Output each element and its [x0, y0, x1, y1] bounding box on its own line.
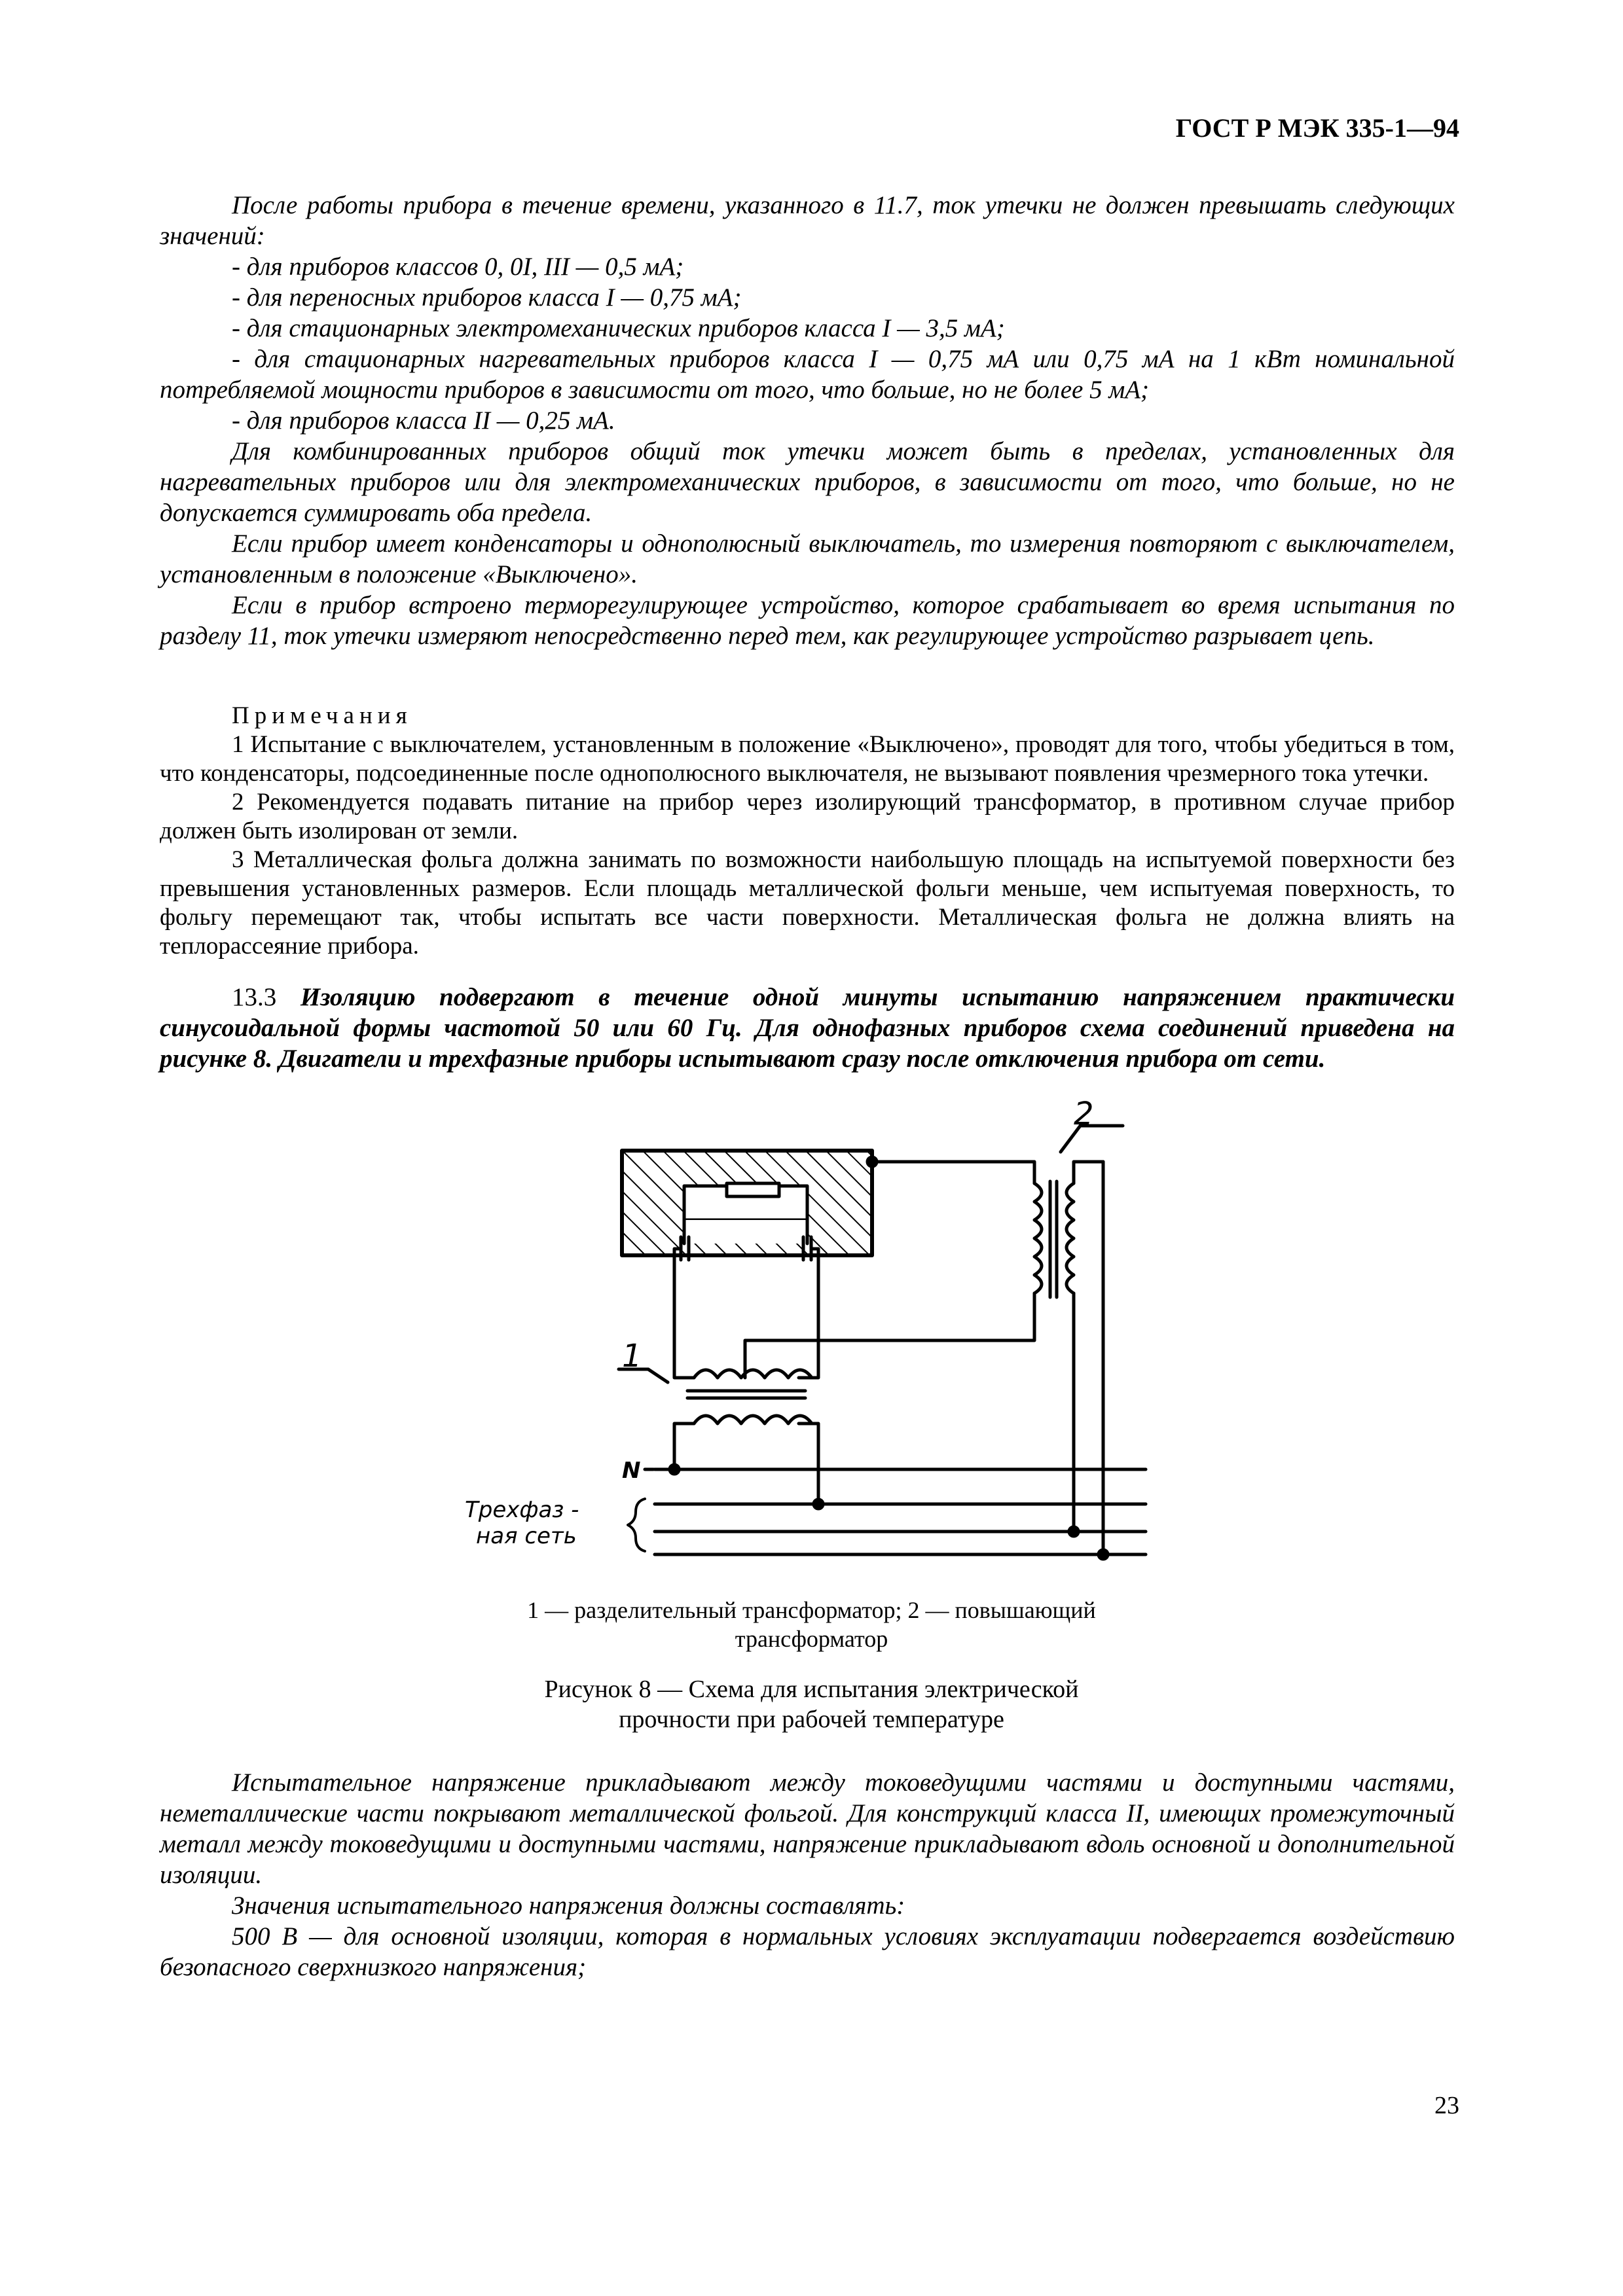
paragraph: Испытательное напряжение прикладывают между токоведущими частями и доступными частями, неметаллические части покрывают металлической фольгой. Для конструкций класса II, имеющих промежуточный металл между токоведущими и доступными частями, напряжение прикладывают вдоль основной и дополнительной изоляции. — [160, 1768, 1455, 1889]
figure-title — [0, 1674, 1623, 1734]
label-transformer-1: 1 — [622, 1338, 642, 1374]
list-item: - для стационарных нагревательных приборов класса I — 0,75 мА или 0,75 мА на 1 кВт номинальной потребляемой мощности приборов в зависимости от того, что больше, но не более 5 мА; — [160, 345, 1455, 404]
internal-conductor-frame — [684, 1220, 807, 1244]
paragraph: После работы прибора в течение времени, указанного в 11.7, ток утечки не должен превышать следующих значений: — [160, 191, 1455, 250]
paragraph: Значения испытательного напряжения должны составлять: — [232, 1892, 905, 1920]
document-header: ГОСТ Р МЭК 335-1—94 — [1175, 113, 1459, 143]
heating-element — [727, 1183, 779, 1196]
list-item: - для переносных приборов класса I — 0,75 мА; — [232, 283, 742, 312]
list-item: - для стационарных электромеханических приборов класса I — 3,5 мА; — [232, 314, 1005, 342]
test-voltage-section — [160, 1767, 1455, 1982]
figure-title-line: Рисунок 8 — Схема для испытания электрической — [544, 1676, 1079, 1703]
list-item: - для приборов классов 0, 0I, III — 0,5 мА; — [232, 253, 684, 281]
label-network-1: Трехфаз - — [465, 1497, 579, 1523]
paragraph: 500 В — для основной изоляции, которая в нормальных условиях эксплуатации подвергается воздействию безопасного сверхнизкого напряжения; — [160, 1922, 1455, 1981]
page-number: 23 — [1434, 2092, 1459, 2119]
label-neutral: N — [622, 1458, 641, 1484]
notes-heading: Примечания — [232, 702, 412, 729]
figure-legend-line: 1 — разделительный трансформатор; 2 — повышающий — [527, 1597, 1096, 1623]
note-item: 1 Испытание с выключателем, установленным в положение «Выключено», проводят для того, чтобы убедиться в том, что конденсаторы, подсоединенные после однополюсного выключателя, не вызывают появления чрезмерного тока утечки. — [160, 731, 1455, 787]
paragraph: Если в прибор встроено терморегулирующее устройство, которое срабатывает во время испытания по разделу 11, ток утечки измеряют непосредственно перед тем, как регулирующее устройство разрывает цепь. — [160, 591, 1455, 650]
section-number: 13.3 — [232, 983, 277, 1011]
section-text: Изоляцию подвергают в течение одной минуты испытанию напряжением практически синусоидальной формы частотой 50 или 60 Гц. Для однофазных приборов схема соединений приведена на рисунке 8. Двигатели и трехфазные приборы испытывают сразу после отключения прибора от сети. — [160, 983, 1455, 1073]
figure-title-line: прочности при рабочей температуре — [619, 1706, 1004, 1733]
paragraph: Для комбинированных приборов общий ток утечки может быть в пределах, установленных для нагревательных приборов или для электромеханических приборов, в зависимости от того, что больше, но не допускается суммировать оба предела. — [160, 437, 1455, 527]
label-transformer-2: 2 — [1074, 1096, 1094, 1132]
figure-legend — [0, 1596, 1623, 1653]
label-network-2: ная сеть — [476, 1523, 577, 1549]
note-item: 3 Металлическая фольга должна занимать по возможности наибольшую площадь на испытуемой поверхности без превышения установленных размеров. Если площадь металлической фольги меньше, чем испытуемая поверхность, то фольгу перемещают так, чтобы испытать все части поверхности. Металлическая фольга не должна влиять на теплорассеяние прибора. — [160, 846, 1455, 960]
list-item: - для приборов класса II — 0,25 мА. — [232, 406, 615, 435]
paragraph: Если прибор имеет конденсаторы и однополюсный выключатель, то измерения повторяют с выключателем, установленным в положение «Выключено». — [160, 529, 1455, 588]
figure-legend-line: трансформатор — [735, 1626, 888, 1652]
note-item: 2 Рекомендуется подавать питание на прибор через изолирующий трансформатор, в противном случае прибор должен быть изолирован от земли. — [160, 789, 1455, 844]
